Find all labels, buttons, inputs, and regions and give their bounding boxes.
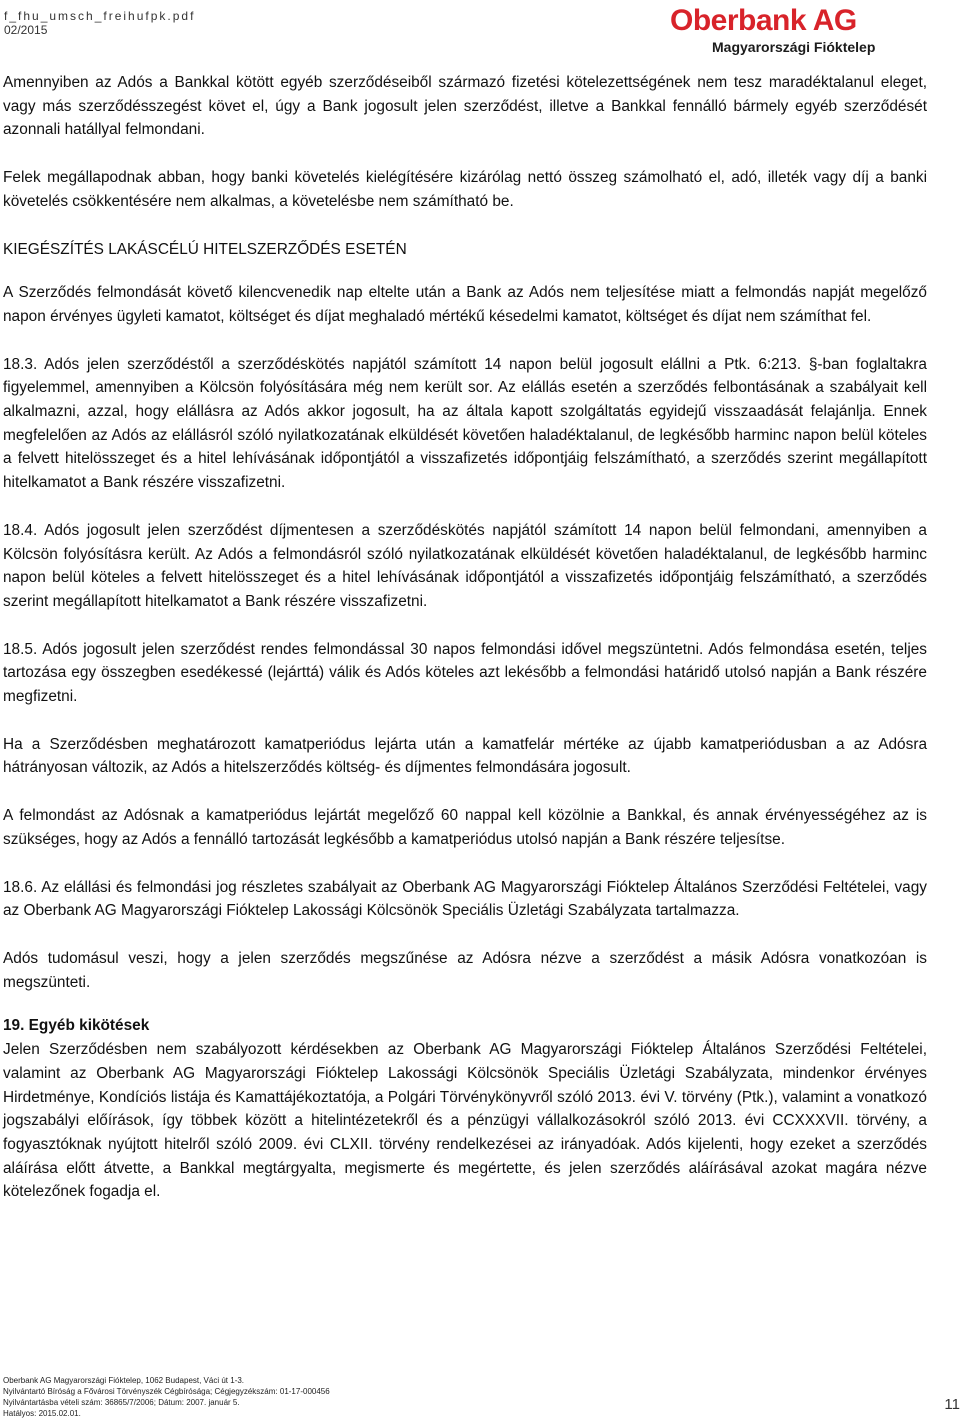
page-number: 11 (944, 1396, 960, 1413)
document-footer (3, 1375, 330, 1419)
section-19-title: 19. Egyéb kikötések (3, 1017, 150, 1035)
logo-subtitle-text: Magyarországi Fióktelep (712, 39, 876, 55)
footer-registry: Nyilvántartó Bíróság a Fővárosi Törvényszék Cégbírósága; Cégjegyzékszám: 01-17-000456 (3, 1387, 330, 1396)
document-header (4, 9, 195, 37)
footer-address: Oberbank AG Magyarországi Fióktelep, 1062 Budapest, Váci út 1-3. (3, 1376, 245, 1385)
paragraph-18-5: 18.5. Adós jogosult jelen szerződést rendes felmondással 30 napos felmondási idővel megszüntetni. Adós felmondása esetén, teljes tartozása egy összegben esedékessé (lejárttá) válik és Adós köteles azt lekésőbb a felmondási határidő utolsó napján a Bank részére megfizetni. (3, 640, 927, 706)
document-body (3, 71, 927, 1228)
paragraph-termination-interest: A Szerződés felmondását követő kilencvenedik nap eltelte után a Bank az Adós nem teljesítése miatt a felmondás napját megelőző napon érvényes ügyleti kamatot, költséget és díjat meghaladó mértékű késedelmi kamatot, költséget és díjat nem számíthat fel. (3, 284, 927, 325)
section-heading-housing-loan: KIEGÉSZÍTÉS LAKÁSCÉLÚ HITELSZERZŐDÉS ESETÉN (3, 240, 407, 258)
file-name: f_fhu_umsch_freihufpk.pdf (4, 9, 196, 23)
paragraph-co-debtor: Adós tudomásul veszi, hogy a jelen szerződés megszűnése az Adósra nézve a szerződést a másik Adósra vonatkozóan is megszünteti. (3, 949, 927, 991)
paragraph-18-4: 18.4. Adós jogosult jelen szerződést díjmentesen a szerződéskötés napjától számított 14 napon belül felmondani, amennyiben a Kölcsön folyósításra került. Az Adós a felmondásról szóló nyilatkozatának elküldését követően haladéktalanul, de legkésőbb harminc napon belül köteles a felvett hitelösszeget és a hitel lehívásának időpontjától a visszafizetés időpontjáig felszámítható, a szerződés szerint megállapított hitelkamatot a Bank részére visszafizetni. (3, 521, 927, 610)
footer-registration: Nyilvántartásba vételi szám: 36865/7/2006; Dátum: 2007. január 5. (3, 1398, 240, 1407)
paragraph-net-amount: Felek megállapodnak abban, hogy banki követelés kielégítésére kizárólag nettó összeg számolható el, adó, illeték vagy díj a banki követelés csökkentésére nem alkalmas, a követelésbe nem számítható be. (3, 169, 927, 210)
paragraph-notice-60-days: A felmondást az Adósnak a kamatperiódus lejártát megelőző 60 nappal kell közölnie a Bankkal, és annak érvényességéhez az is szükséges, hogy az Adós a fennálló tartozását legkésőbb a kamatperiódus utolsó napján a Bank részére teljesítse. (3, 807, 927, 848)
document-date: 02/2015 (4, 23, 48, 37)
logo-brand-text: Oberbank AG (670, 4, 857, 37)
footer-effective-date: Hatályos: 2015.02.01. (3, 1409, 81, 1418)
paragraph-debt-default: Amennyiben az Adós a Bankkal kötött egyéb szerződéseiből származó fizetési kötelezettségének nem tesz maradéktalanul eleget, vagy más szerződésszegést követ el, úgy a Bank jogosult jelen szerződést, illetve a Bankkal fennálló bármely egyéb szerződését azonnali hatállyal felmondani. (3, 74, 927, 139)
paragraph-interest-period: Ha a Szerződésben meghatározott kamatperiódus lejárta után a kamatfelár mértéke az újabb kamatperiódusban a az Adósra hátrányosan változik, az Adós a hitelszerződés költség- és díjmentes felmondására jogosult. (3, 735, 927, 777)
oberbank-logo (670, 4, 930, 56)
paragraph-18-3: 18.3. Adós jelen szerződéstől a szerződéskötés napjától számított 14 napon belül jogosult elállni a Ptk. 6:213. §-ban foglaltakra figyelemmel, amennyiben a Kölcsön folyósítására még nem került sor. Az elállás esetén a szerződés felbontásának a szabályait kell alkalmazni, azzal, hogy elállásra az Adós akkor jogosult, ha az általa kapott szolgáltatás egyidejű visszaadását felajánlja. Ennek megfelelően az Adós az elállásról szóló nyilatkozatának elküldését követően haladéktalanul, de legkésőbb harminc napon belül köteles a felvett hitelösszeget és a hitel lehívásának időpontjától a visszafizetés időpontjáig felszámítható, a szerződés szerint megállapított hitelkamatot a Bank részére visszafizetni. (3, 355, 927, 492)
section-19-body: Jelen Szerződésben nem szabályozott kérdésekben az Oberbank AG Magyarországi Fióktelep Általános Szerződési Feltételei, valamint az Oberbank AG Magyarországi Fióktelep Lakossági Kölcsönök Speciális Üzletági Szabályzata, mindenkor érvényes Hirdetménye, Kondíciós listája és Kamattájékoztatója, a Polgári Törvénykönyvről szóló 2013. évi V. törvény (Ptk.), valamint a vonatkozó jogszabályi előírások, így többek között a hitelintézetekről és a pénzügyi vállalkozásokról szóló 2013. évi CCXXXVII. törvény, a fogyasztóknak nyújtott hitelről szóló 2009. évi CLXII. törvény rendelkezései az irányadóak. Adós kijelenti, hogy ezeket a szerződés aláírása előtt átvette, a Bankkal megtárgyalta, megismerte és megértette, és jelen szerződés aláírásával azokat magára nézve kötelezőnek fogadja el. (3, 1041, 927, 1201)
paragraph-18-6: 18.6. Az elállási és felmondási jog részletes szabályait az Oberbank AG Magyarországi Fióktelep Általános Szerződési Feltételei, vagy az Oberbank AG Magyarországi Fióktelep Lakossági Kölcsönök Speciális Üzletági Szabályzata tartalmazza. (3, 878, 927, 920)
section-19 (3, 1014, 927, 1204)
